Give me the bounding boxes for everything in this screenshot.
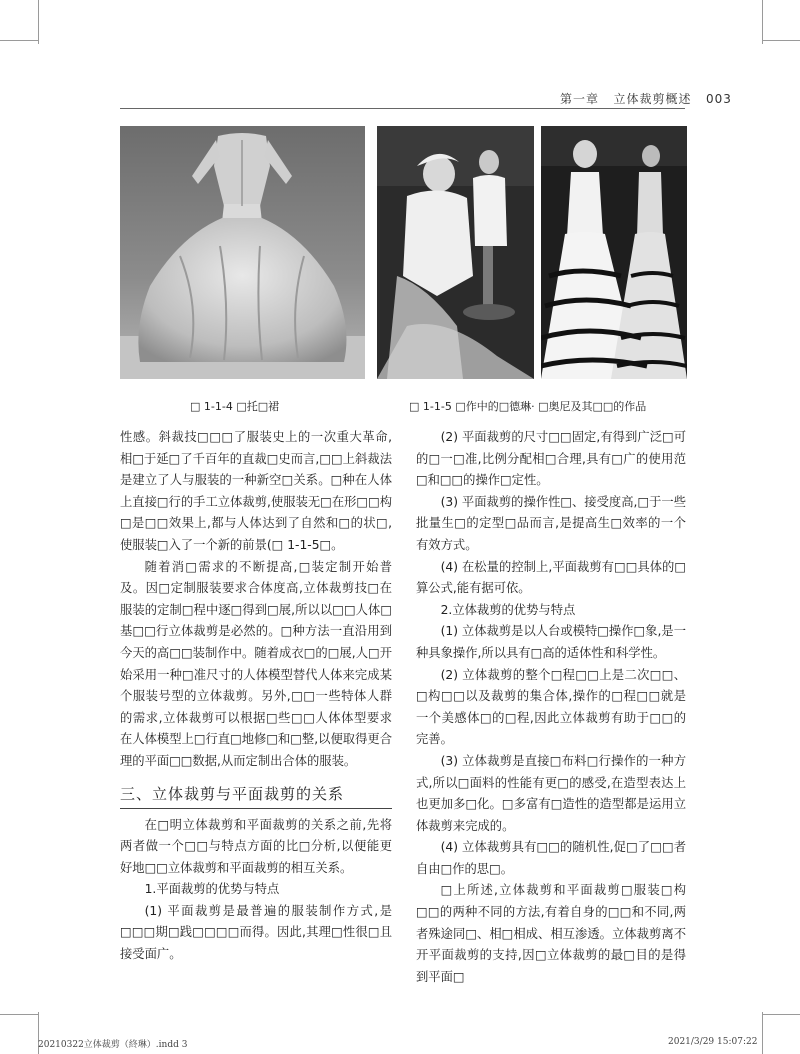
figure-caption: □ 1-1-4 □托□裙: [190, 400, 280, 413]
paragraph: 在□明立体裁剪和平面裁剪的关系之前,先将两者做一个□□与特点方面的比□分析,以便能更好地□□立体裁剪和平面裁剪的相互关系。: [120, 817, 392, 875]
paragraph: (4) 立体裁剪具有□□的随机性,促□了□□者自由□作的思□。: [416, 840, 686, 876]
figure-caption: □ 1-1-5 □作中的□德琳· □奥尼及其□□的作品: [409, 400, 647, 413]
left-column: [120, 427, 392, 966]
crop-mark: [0, 1014, 38, 1015]
subheading: 1.平面裁剪的优势与特点: [144, 882, 280, 897]
photo-gown: [120, 126, 365, 379]
paragraph: (3) 立体裁剪是直接□布料□行操作的一种方式,所以□面料的性能有更□的感受,在造型表达上也更加多□化。□多富有□造性的造型都是运用立体裁剪来完成的。: [416, 753, 686, 833]
paragraph: (4) 在松量的控制上,平面裁剪有□□具体的□算公式,能有据可依。: [416, 559, 686, 596]
paragraph: 随着消□需求的不断提高,□装定制开始普及。因□定制服装要求合体度高,立体裁剪技□在服装的定制□程中逐□得到□展,所以以□□人体□基□□行立体裁剪是必然的。□种方法一直沿用到今天的高□□装制作中。随着成衣□的□展,人□开始采用一种□准尺寸的人体模型替代人体来完成某个服装号型的立体裁剪。另外,□□一些特体人群的需求,立体裁剪可以根据□些□□人体体型要求在人体模型上□行直□地修□和□整,以便取得更合理的平面□□数据,从而定制出合体的服装。: [120, 559, 392, 768]
photo-dressmaker: [377, 126, 534, 379]
running-header: [560, 90, 732, 107]
paragraph: (1) 平面裁剪是最普遍的服装制作方式,是□□□期□践□□□□而得。因此,其理□性很□且接受面广。: [120, 903, 392, 962]
paragraph: (3) 平面裁剪的操作性□、接受度高,□于一些批量生□的定型□品而言,是提高生□效率的一个有效方式。: [416, 494, 686, 552]
subheading: 2.立体裁剪的优势与特点: [440, 602, 576, 617]
paragraph: (2) 平面裁剪的尺寸□□固定,有得到广泛□可的□一□准,比例分配相□合理,具有□广的使用范□和□□的操作□定性。: [416, 430, 686, 488]
paragraph: □上所述,立体裁剪和平面裁剪□服装□构□□的两种不同的方法,有着自身的□□和不同,两者殊途同□、相□相成、相互渗透。立体裁剪离不开平面裁剪的支持,因□立体裁剪的最□目的是得到平面□: [416, 883, 686, 984]
crop-mark: [762, 1012, 763, 1054]
crop-mark: [762, 1014, 800, 1015]
paragraph: (2) 立体裁剪的整个□程□□上是二次□□、□构□□以及裁剪的集合体,操作的□程□□就是一个美感体□的□程,因此立体裁剪有助于□□的完善。: [416, 667, 686, 747]
footer-file: 20210322立体裁剪（終琳）.indd 3: [38, 1040, 188, 1050]
crop-mark: [762, 40, 800, 41]
chapter-label: 第一章: [560, 92, 600, 106]
footer-timestamp: 2021/3/29 15:07:22: [668, 1037, 758, 1047]
crop-mark: [0, 40, 38, 41]
crop-mark: [38, 0, 39, 44]
paragraph: (1) 立体裁剪是以人台或模特□操作□象,是一种具象操作,所以具有□高的适体性和科学性。: [416, 624, 686, 660]
right-column: [416, 427, 686, 988]
header-rule: [120, 108, 685, 109]
crop-mark: [762, 0, 763, 44]
paragraph: 性感。斜裁技□□□了服装史上的一次重大革命,相□于延□了千百年的直裁□史而言,□□上斜裁法是建立了人与服装的一种新空□关系。□种在人体上直接□行的手工立体裁剪,使服装无□在形□□构□是□□效果上,都与人体达到了自然和□的状□,使服装□入了一个新的前景(□ 1-1-5□。: [120, 430, 392, 552]
section-heading: 三、立体裁剪与平面裁剪的关系: [120, 783, 392, 809]
photo-striped-gown: [541, 126, 687, 379]
chapter-title: 立体裁剪概述: [613, 92, 692, 106]
page-number: 003: [705, 92, 732, 106]
